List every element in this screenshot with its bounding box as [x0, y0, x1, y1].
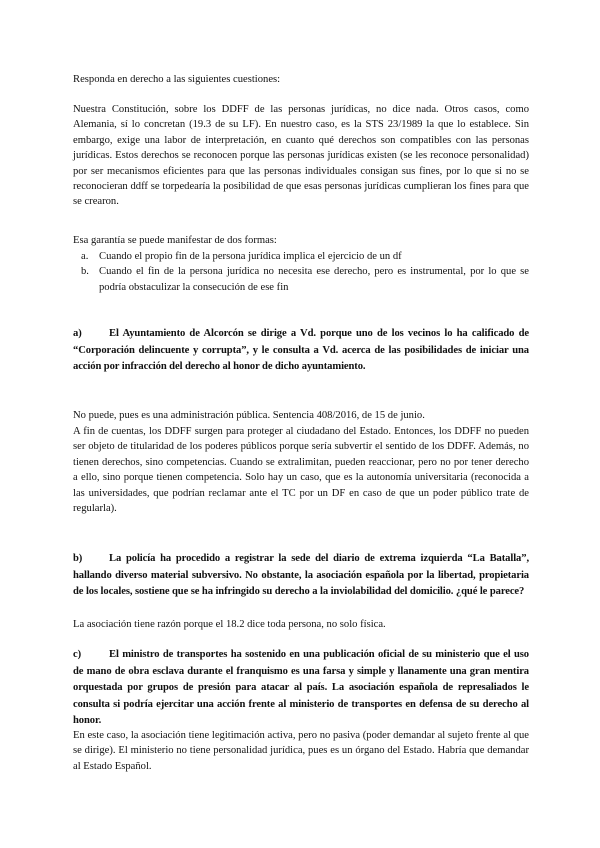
- list-item: [81, 264, 529, 295]
- list-marker: a.: [81, 251, 89, 262]
- question-c-letter: c): [73, 649, 82, 660]
- question-b-text: La policía ha procedido a registrar la sede del diario de extrema izquierda “La Batalla”, hallando diverso material subversivo. No obstante, la asociación española por la libertad, propietaria de los locales, sostiene que se ha infringido su derecho a la inviolabilidad del domicilio. ¿qué le parece?: [73, 553, 529, 598]
- question-c-answer: En este caso, la asociación tiene legitimación activa, pero no pasiva (poder demandar al sujeto frente al que se dirige). El ministerio no tiene personalidad jurídica, pues es un órgano del Estado. Habría que demandar al Estado Español.: [73, 730, 529, 772]
- paragraph-garantia: Esa garantía se puede manifestar de dos formas:: [73, 235, 277, 246]
- list-item-text: Cuando el fin de la persona jurídica no necesita ese derecho, pero es instrumental, por lo que se podría obstaculizar la consecución de ese fin: [99, 266, 529, 293]
- question-a-text: El Ayuntamiento de Alcorcón se dirige a Vd. porque uno de los vecinos lo ha calificado de “Corporación delincuente y corrupta”, y le consulta a Vd. acerca de las posibilidades de iniciar una acción por infracción del derecho al honor de dicho ayuntamiento.: [73, 328, 529, 373]
- list-item-text: Cuando el propio fin de la persona jurídica implica el ejercicio de un df: [99, 251, 402, 262]
- question-c-heading: [73, 647, 529, 730]
- list-marker: b.: [81, 266, 89, 278]
- question-a-letter: a): [73, 328, 82, 339]
- question-b-answer: La asociación tiene razón porque el 18.2 dice toda persona, no solo física.: [73, 619, 386, 630]
- question-c-text: El ministro de transportes ha sostenido en una publicación oficial de su ministerio que el uso de mano de obra esclava durante el franquismo es una farsa y simple y llanamente una gran mentira orquestada por grupos de presión para atacar al país. La asociación española de represaliados le consulta si podría ejercitar una acción frente al ministerio de transportes en defensa de su derecho al honor.: [73, 649, 529, 727]
- question-a-heading: [73, 326, 529, 376]
- intro-line: Responda en derecho a las siguientes cuestiones:: [73, 74, 281, 85]
- paragraph-constitucion: Nuestra Constitución, sobre los DDFF de las personas jurídicas, no dice nada. Otros casos, como Alemania, sí lo concretan (19.3 de su LF). En nuestro caso, es la STS 23/1989 la que lo establece. Sin embargo, exige una labor de interpretación, en cuanto qué derechos son compatibles con las personas jurídicas. Estos derechos se reconocen porque las personas jurídicas existen (se les reconoce personalidad) por ser mecanismos eficientes para que las personas individuales consigan sus fines, por lo que si no se reconocieran ddff se torpedearía la posibilidad de que esas personas jurídicas cumplieran los fines para que se crearon.: [73, 104, 529, 208]
- question-a-answer-2: A fin de cuentas, los DDFF surgen para proteger al ciudadano del Estado. Entonces, los DDFF no pueden ser objeto de titularidad de los poderes públicos porque sería subvertir el sentido de los DDFF. Además, no tienen derechos, sino competencias. Cuando se extralimitan, pueden reaccionar, pero no por tener derecho a ello, sino porque tienen competencia. Solo hay un caso, que es la autonomía universitaria (reconocida a las universidades, que podrían reclamar ante el TC por un DF en caso de que un poder público trate de regularla).: [73, 426, 529, 515]
- question-b-letter: b): [73, 553, 83, 564]
- list-item: [81, 249, 529, 264]
- question-a-answer-1: No puede, pues es una administración pública. Sentencia 408/2016, de 15 de junio.: [73, 410, 425, 421]
- question-b-heading: [73, 551, 529, 601]
- forms-list: [73, 249, 529, 295]
